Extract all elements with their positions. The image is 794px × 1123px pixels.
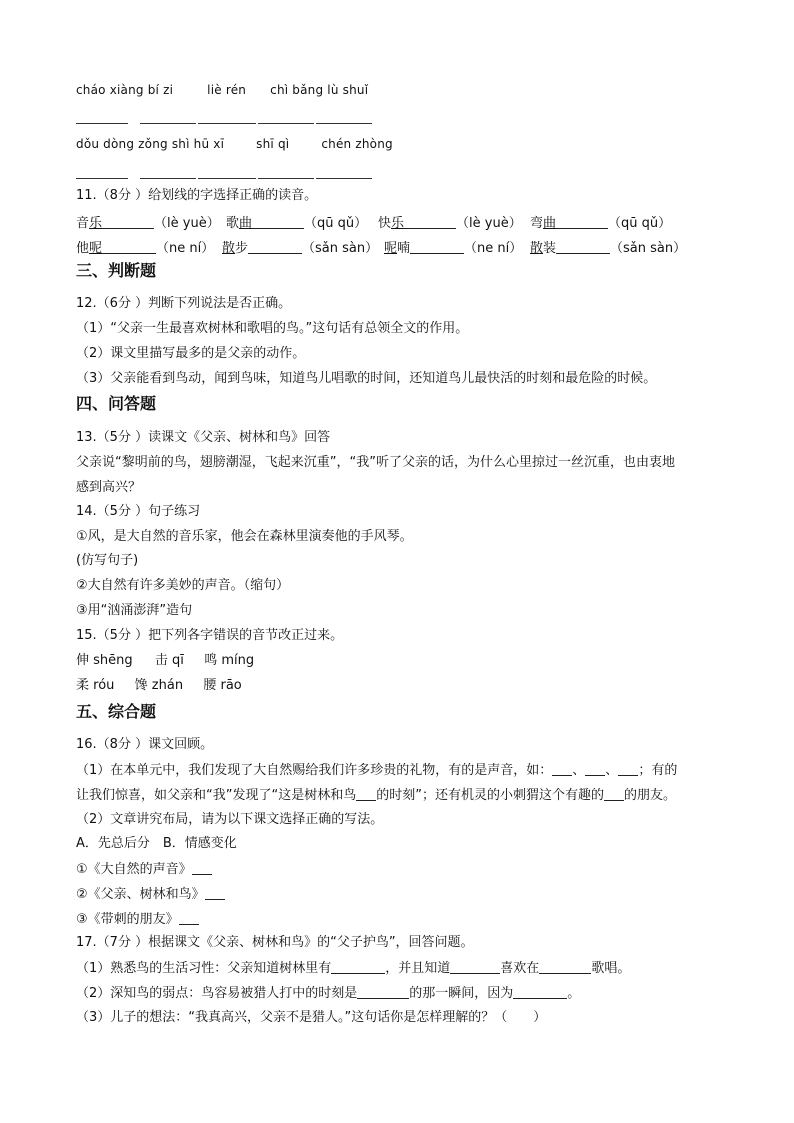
answer-blank[interactable] xyxy=(248,239,302,254)
answer-blank[interactable] xyxy=(316,177,372,179)
question-15-stem: 15.（5分 ）把下列各字错误的音节改正过来。 xyxy=(76,628,344,643)
pinyin-group: dǒu dòng zǒng shì hū xī xyxy=(76,137,225,151)
question-16-choice xyxy=(76,910,199,929)
answer-blank[interactable] xyxy=(102,239,156,254)
pinyin-group: shī qì xyxy=(256,137,290,151)
underlined-char: 乐 xyxy=(89,216,103,231)
answer-blank[interactable] xyxy=(331,959,385,974)
underlined-char: 曲 xyxy=(239,216,253,231)
question-16-choice xyxy=(76,885,225,904)
q11-item xyxy=(222,237,378,256)
answer-blank[interactable] xyxy=(556,239,610,254)
text: （1）在本单元中，我们发现了大自然赐给我们许多珍贵的礼物，有的是声音，如： xyxy=(76,763,553,778)
question-16-choice xyxy=(76,860,212,879)
text: ②《父亲、树林和鸟》 xyxy=(76,887,205,902)
answer-blank[interactable] xyxy=(179,910,199,925)
text: 。 xyxy=(567,986,581,1001)
underlined-char: 呢 xyxy=(384,241,398,256)
question-14-item: (仿写句子) xyxy=(76,553,139,568)
pinyin-options: （sǎn sàn） xyxy=(302,241,379,256)
answer-blank[interactable] xyxy=(258,122,314,124)
pinyin-options: （lè yuè） xyxy=(154,216,220,231)
section-heading: 四、问答题 xyxy=(76,394,157,413)
item-char: 喃 xyxy=(397,241,411,256)
char-pinyin: 柔 róu xyxy=(76,678,115,693)
answer-blank[interactable] xyxy=(76,177,128,179)
text: 的时刻”；还有机灵的小刺猬这个有趣的 xyxy=(376,788,604,803)
q11-item xyxy=(530,212,671,231)
text: ③《带刺的朋友》 xyxy=(76,912,179,927)
q11-item xyxy=(76,237,214,256)
question-16-stem: 16.（8分 ）课文回顾。 xyxy=(76,737,214,752)
text: 的那一瞬间，因为 xyxy=(409,986,514,1001)
answer-blank[interactable] xyxy=(585,761,605,776)
answer-blank[interactable] xyxy=(76,122,128,124)
question-15-row-1 xyxy=(76,652,254,670)
question-17-part-1 xyxy=(76,959,630,978)
question-13-text: 感到高兴？ xyxy=(76,480,142,495)
question-17-part-3: （3）儿子的想法：“我真高兴，父亲不是猎人。”这句话你是怎样理解的？（ ） xyxy=(76,1010,547,1025)
text: 的朋友。 xyxy=(623,788,676,803)
answer-blank[interactable] xyxy=(205,885,225,900)
text: 让我们惊喜，如父亲和“我”发现了“这是树林和鸟 xyxy=(76,788,357,803)
char-pinyin: 击 qī xyxy=(154,653,184,668)
question-17-stem: 17.（7分 ）根据课文《父亲、树林和鸟》的“父子护鸟”，回答问题。 xyxy=(76,935,474,950)
answer-blank[interactable] xyxy=(198,122,256,124)
text: ①《大自然的声音》 xyxy=(76,862,192,877)
answer-blank[interactable] xyxy=(513,984,567,999)
question-14-stem: 14.（5分 ）句子练习 xyxy=(76,504,201,519)
char-pinyin: 馋 zhán xyxy=(134,678,184,693)
char-pinyin: 腰 rāo xyxy=(203,678,242,693)
question-16-part-1: （1）在本单元中，我们发现了大自然赐给我们许多珍贵的礼物，有的是声音，如： 、 、 ；有的 xyxy=(76,763,678,778)
pinyin-options: （ne ní） xyxy=(464,241,523,256)
item-char: 装 xyxy=(543,241,557,256)
q11-item xyxy=(384,237,522,256)
answer-blank[interactable] xyxy=(192,860,212,875)
question-13-stem: 13.（5分 ）读课文《父亲、树林和鸟》回答 xyxy=(76,430,331,445)
q11-item xyxy=(530,237,686,256)
pinyin-options: （qū qǔ） xyxy=(608,216,672,231)
item-char: 歌 xyxy=(226,216,240,231)
char-pinyin: 鸣 míng xyxy=(204,653,255,668)
question-16-part-2: （2）文章讲究布局，请为以下课文选择正确的写法。 xyxy=(76,812,384,827)
question-13-text: 父亲说“黎明前的鸟，翅膀潮湿，飞起来沉重”，“我”听了父亲的话，为什么心里掠过一丝沉重，也由衷地 xyxy=(76,455,675,470)
question-12-statement: （1）“父亲一生最喜欢树林和歌唱的鸟。”这句话有总领全文的作用。 xyxy=(76,321,469,336)
answer-blank[interactable] xyxy=(316,122,372,124)
q11-item xyxy=(76,212,220,231)
answer-blank[interactable] xyxy=(450,959,500,974)
question-12-statement: （3）父亲能看到鸟动，闻到鸟味，知道鸟儿唱歌的时间，还知道鸟儿最快活的时刻和最危险的时候。 xyxy=(76,371,657,386)
underlined-char: 散 xyxy=(530,241,544,256)
underlined-char: 乐 xyxy=(391,216,405,231)
text: 喜欢在 xyxy=(500,961,540,976)
pinyin-group: chì bǎng lù shuǐ xyxy=(270,83,369,97)
question-14-item: ①风，是大自然的音乐家，他会在森林里演奏他的手风琴。 xyxy=(76,529,413,544)
item-char: 弯 xyxy=(530,216,544,231)
pinyin-row-1 xyxy=(76,81,368,99)
q11-item xyxy=(378,212,522,231)
pinyin-options: （lè yuè） xyxy=(456,216,522,231)
pinyin-options: （qū qǔ） xyxy=(304,216,368,231)
char-pinyin: 伸 shēng xyxy=(76,653,133,668)
answer-blank[interactable] xyxy=(357,984,409,999)
item-char: 步 xyxy=(235,241,249,256)
text: ；有的 xyxy=(638,763,678,778)
pinyin-group: chén zhòng xyxy=(321,137,393,151)
q11-item xyxy=(226,212,367,231)
section-heading: 三、判断题 xyxy=(76,261,157,280)
answer-blank[interactable] xyxy=(140,177,196,179)
question-16-options: A．先总后分 B．情感变化 xyxy=(76,836,237,851)
answer-blank[interactable] xyxy=(539,959,591,974)
pinyin-group: liè rén xyxy=(207,83,247,97)
item-char: 快 xyxy=(378,216,392,231)
question-17-part-2 xyxy=(76,984,580,1003)
item-char: 音 xyxy=(76,216,90,231)
pinyin-row-2 xyxy=(76,135,393,153)
underlined-char: 散 xyxy=(222,241,236,256)
answer-blank[interactable] xyxy=(198,177,256,179)
pinyin-options: （sǎn sàn） xyxy=(610,241,687,256)
text: （1）熟悉鸟的生活习性：父亲知道树林里有 xyxy=(76,961,332,976)
question-14-item: ②大自然有许多美妙的声音。（缩句） xyxy=(76,578,290,593)
answer-blank[interactable] xyxy=(140,122,196,124)
answer-blank[interactable] xyxy=(258,177,314,179)
answer-blank[interactable] xyxy=(552,761,572,776)
item-char: 他 xyxy=(76,241,90,256)
text: （2）深知鸟的弱点：鸟容易被猎人打中的时刻是 xyxy=(76,986,358,1001)
answer-blank[interactable] xyxy=(102,214,154,229)
answer-blank[interactable] xyxy=(356,786,376,801)
answer-blank[interactable] xyxy=(604,786,624,801)
section-heading: 五、综合题 xyxy=(76,702,157,721)
answer-blank[interactable] xyxy=(556,214,608,229)
question-11-stem: 11.（8分 ）给划线的字选择正确的读音。 xyxy=(76,188,318,203)
answer-blank[interactable] xyxy=(618,761,638,776)
text: 歌唱。 xyxy=(591,961,631,976)
text: ，并且知道 xyxy=(385,961,451,976)
underlined-char: 曲 xyxy=(543,216,557,231)
answer-blank[interactable] xyxy=(410,239,464,254)
pinyin-group: cháo xiàng bí zi xyxy=(76,83,174,97)
question-16-part-1-cont xyxy=(76,786,676,805)
question-15-row-2 xyxy=(76,677,242,695)
question-14-item: ③用“汹涌澎湃”造句 xyxy=(76,603,193,618)
question-12-statement: （2）课文里描写最多的是父亲的动作。 xyxy=(76,346,306,361)
underlined-char: 呢 xyxy=(89,241,103,256)
question-12-stem: 12.（6分 ）判断下列说法是否正确。 xyxy=(76,296,292,311)
answer-blank[interactable] xyxy=(404,214,456,229)
answer-blank[interactable] xyxy=(252,214,304,229)
pinyin-options: （ne ní） xyxy=(156,241,215,256)
